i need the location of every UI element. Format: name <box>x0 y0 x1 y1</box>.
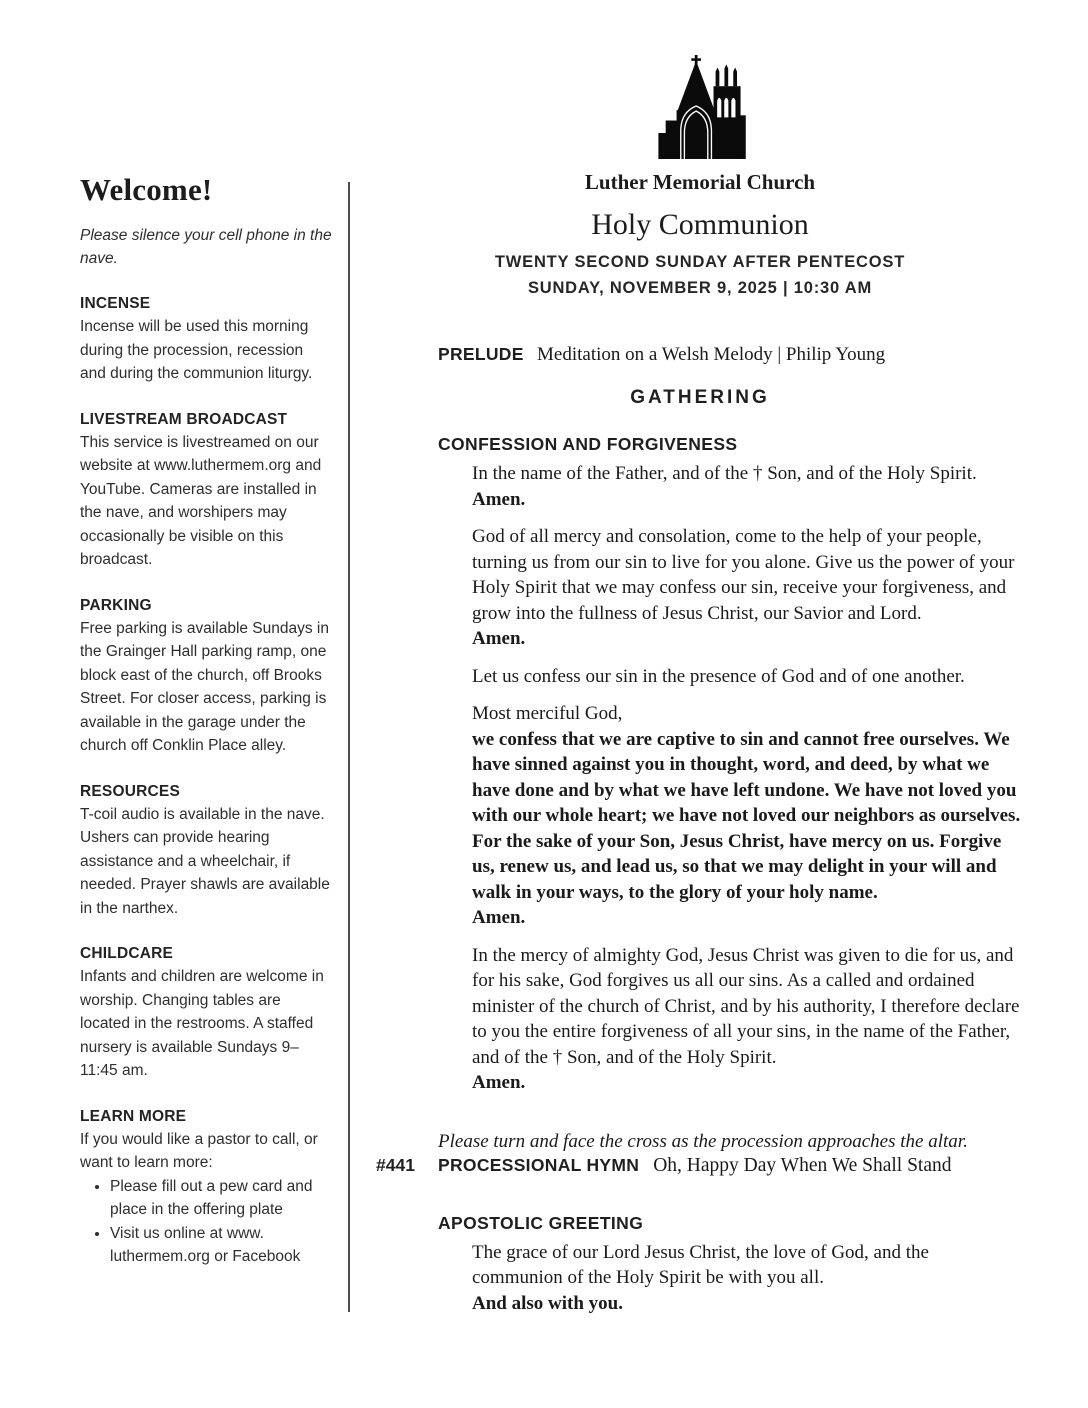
congregation-response: Amen. <box>472 488 526 510</box>
liturgy-text: The grace of our Lord Jesus Christ, the love of God, and the communion of the Holy Spirit be with you all. <box>472 1241 929 1288</box>
liturgy-text: In the name of the Father, and of the † Son, and of the Holy Spirit. <box>472 463 977 484</box>
welcome-sidebar <box>80 172 332 1269</box>
church-logo-icon <box>376 55 1024 164</box>
silence-phone-note: Please silence your cell phone in the nave. <box>80 227 332 267</box>
procession-rubric: Please turn and face the cross as the procession approaches the altar. <box>438 1130 968 1152</box>
section-heading: INCENSE <box>80 295 151 312</box>
section-body: Infants and children are welcome in worship. Changing tables are located in the restrooms. A staffed nursery is available Sundays 9–11:45 am. <box>80 968 324 1079</box>
section-heading: LEARN MORE <box>80 1107 187 1125</box>
list-item: • Please fill out a pew card and place in the offering plate <box>110 1175 332 1222</box>
liturgy-text: Most merciful God, <box>472 703 623 724</box>
sidebar-section-learn-more <box>80 1105 332 1269</box>
liturgy-text: Let us confess our sin in the presence of God and of one another. <box>472 665 965 687</box>
confession-paragraph <box>472 524 1024 652</box>
hymn-title: Oh, Happy Day When We Shall Stand <box>653 1154 952 1176</box>
processional-hymn-row <box>376 1155 1024 1177</box>
confession-paragraph <box>472 664 1024 690</box>
apostolic-greeting-paragraph <box>472 1240 1024 1317</box>
section-heading: RESOURCES <box>80 782 180 800</box>
confession-paragraph <box>472 461 1024 512</box>
absolution-paragraph <box>472 943 1024 1096</box>
congregation-response: Amen. <box>472 628 526 649</box>
liturgy-text: God of all mercy and consolation, come to the help of your people, turning us from our sin to live for you alone. Give us the power of your Holy Spirit that we may confess our sin, receive your forgiveness, and grow into the fullness of Jesus Christ, our Savior and Lord. <box>472 526 1015 624</box>
congregation-response: Amen. <box>472 907 526 928</box>
sidebar-section-childcare <box>80 942 332 1083</box>
section-body: Free parking is available Sundays in the Grainger Hall parking ramp, one block east of the church, off Brooks Street. For closer access, parking is available in the garage under the church off Conklin Place alley. <box>80 619 329 754</box>
confession-heading: CONFESSION AND FORGIVENESS <box>438 434 738 454</box>
prelude-title: Meditation on a Welsh Melody | Philip Young <box>537 344 886 365</box>
sidebar-section-parking <box>80 594 332 758</box>
sidebar-title: Welcome! <box>80 172 213 207</box>
prelude-row <box>438 344 1024 366</box>
apostolic-greeting-heading: APOSTOLIC GREETING <box>438 1212 644 1233</box>
prelude-label: PRELUDE <box>438 344 524 364</box>
service-title: Holy Communion <box>591 208 809 241</box>
section-body: T-coil audio is available in the nave. Ushers can provide hearing assistance and a wheelchair, if needed. Prayer shawls are available in the narthex. <box>80 805 330 917</box>
liturgy-text: In the mercy of almighty God, Jesus Christ was given to die for us, and for his sake, God forgives us all our sins. As a called and ordained minister of the church of Christ, and by his authority, I therefore declare to you the entire forgiveness of all your sins, in the name of the Father, and of the † Son, and of the Holy Spirit. <box>472 944 1020 1068</box>
sidebar-section-livestream <box>80 408 332 572</box>
section-heading: LIVESTREAM BROADCAST <box>80 410 288 428</box>
congregation-prayer: we confess that we are captive to sin and cannot free ourselves. We have sinned against you in thought, word, and deed, by what we have done and by what we have left undone. We have not loved you with our whole heart; we have not loved our neighbors as ourselves. For the sake of your Son, Jesus Christ, have mercy on us. Forgive us, renew us, and lead us, so that we may delight in your will and walk in your ways, to the glory of your holy name. <box>472 728 1021 903</box>
sunday-subtitle: TWENTY SECOND SUNDAY AFTER PENTECOST <box>494 253 906 271</box>
congregation-response: Amen. <box>472 1072 526 1093</box>
sidebar-section-resources <box>80 780 332 921</box>
congregation-response: And also with you. <box>472 1292 623 1314</box>
learn-more-bullet-list <box>80 1175 332 1269</box>
processional-hymn-label: PROCESSIONAL HYMN <box>438 1154 640 1175</box>
hymn-number: #441 <box>376 1154 415 1175</box>
section-heading: CHILDCARE <box>80 945 174 962</box>
list-item: • Visit us online at www. luthermem.org or Facebook <box>110 1222 332 1269</box>
confession-prayer <box>472 701 1024 931</box>
service-datetime: SUNDAY, NOVEMBER 9, 2025 | 10:30 AM <box>527 279 873 297</box>
bulletin-main <box>376 55 1024 1316</box>
section-body: If you would like a pastor to call, or want to learn more: <box>80 1130 318 1171</box>
section-body: This service is livestreamed on our website at www.luthermem.org and YouTube. Cameras are installed in the nave, and worshipers may occasionally be visible on this broadcast. <box>80 433 322 568</box>
section-heading: PARKING <box>80 596 152 614</box>
section-body: Incense will be used this morning during the procession, recession and during the communion liturgy. <box>80 318 313 382</box>
church-name: Luther Memorial Church <box>584 170 816 194</box>
gathering-heading: GATHERING <box>630 387 770 408</box>
column-divider <box>348 182 350 1312</box>
sidebar-section-incense <box>80 292 332 386</box>
